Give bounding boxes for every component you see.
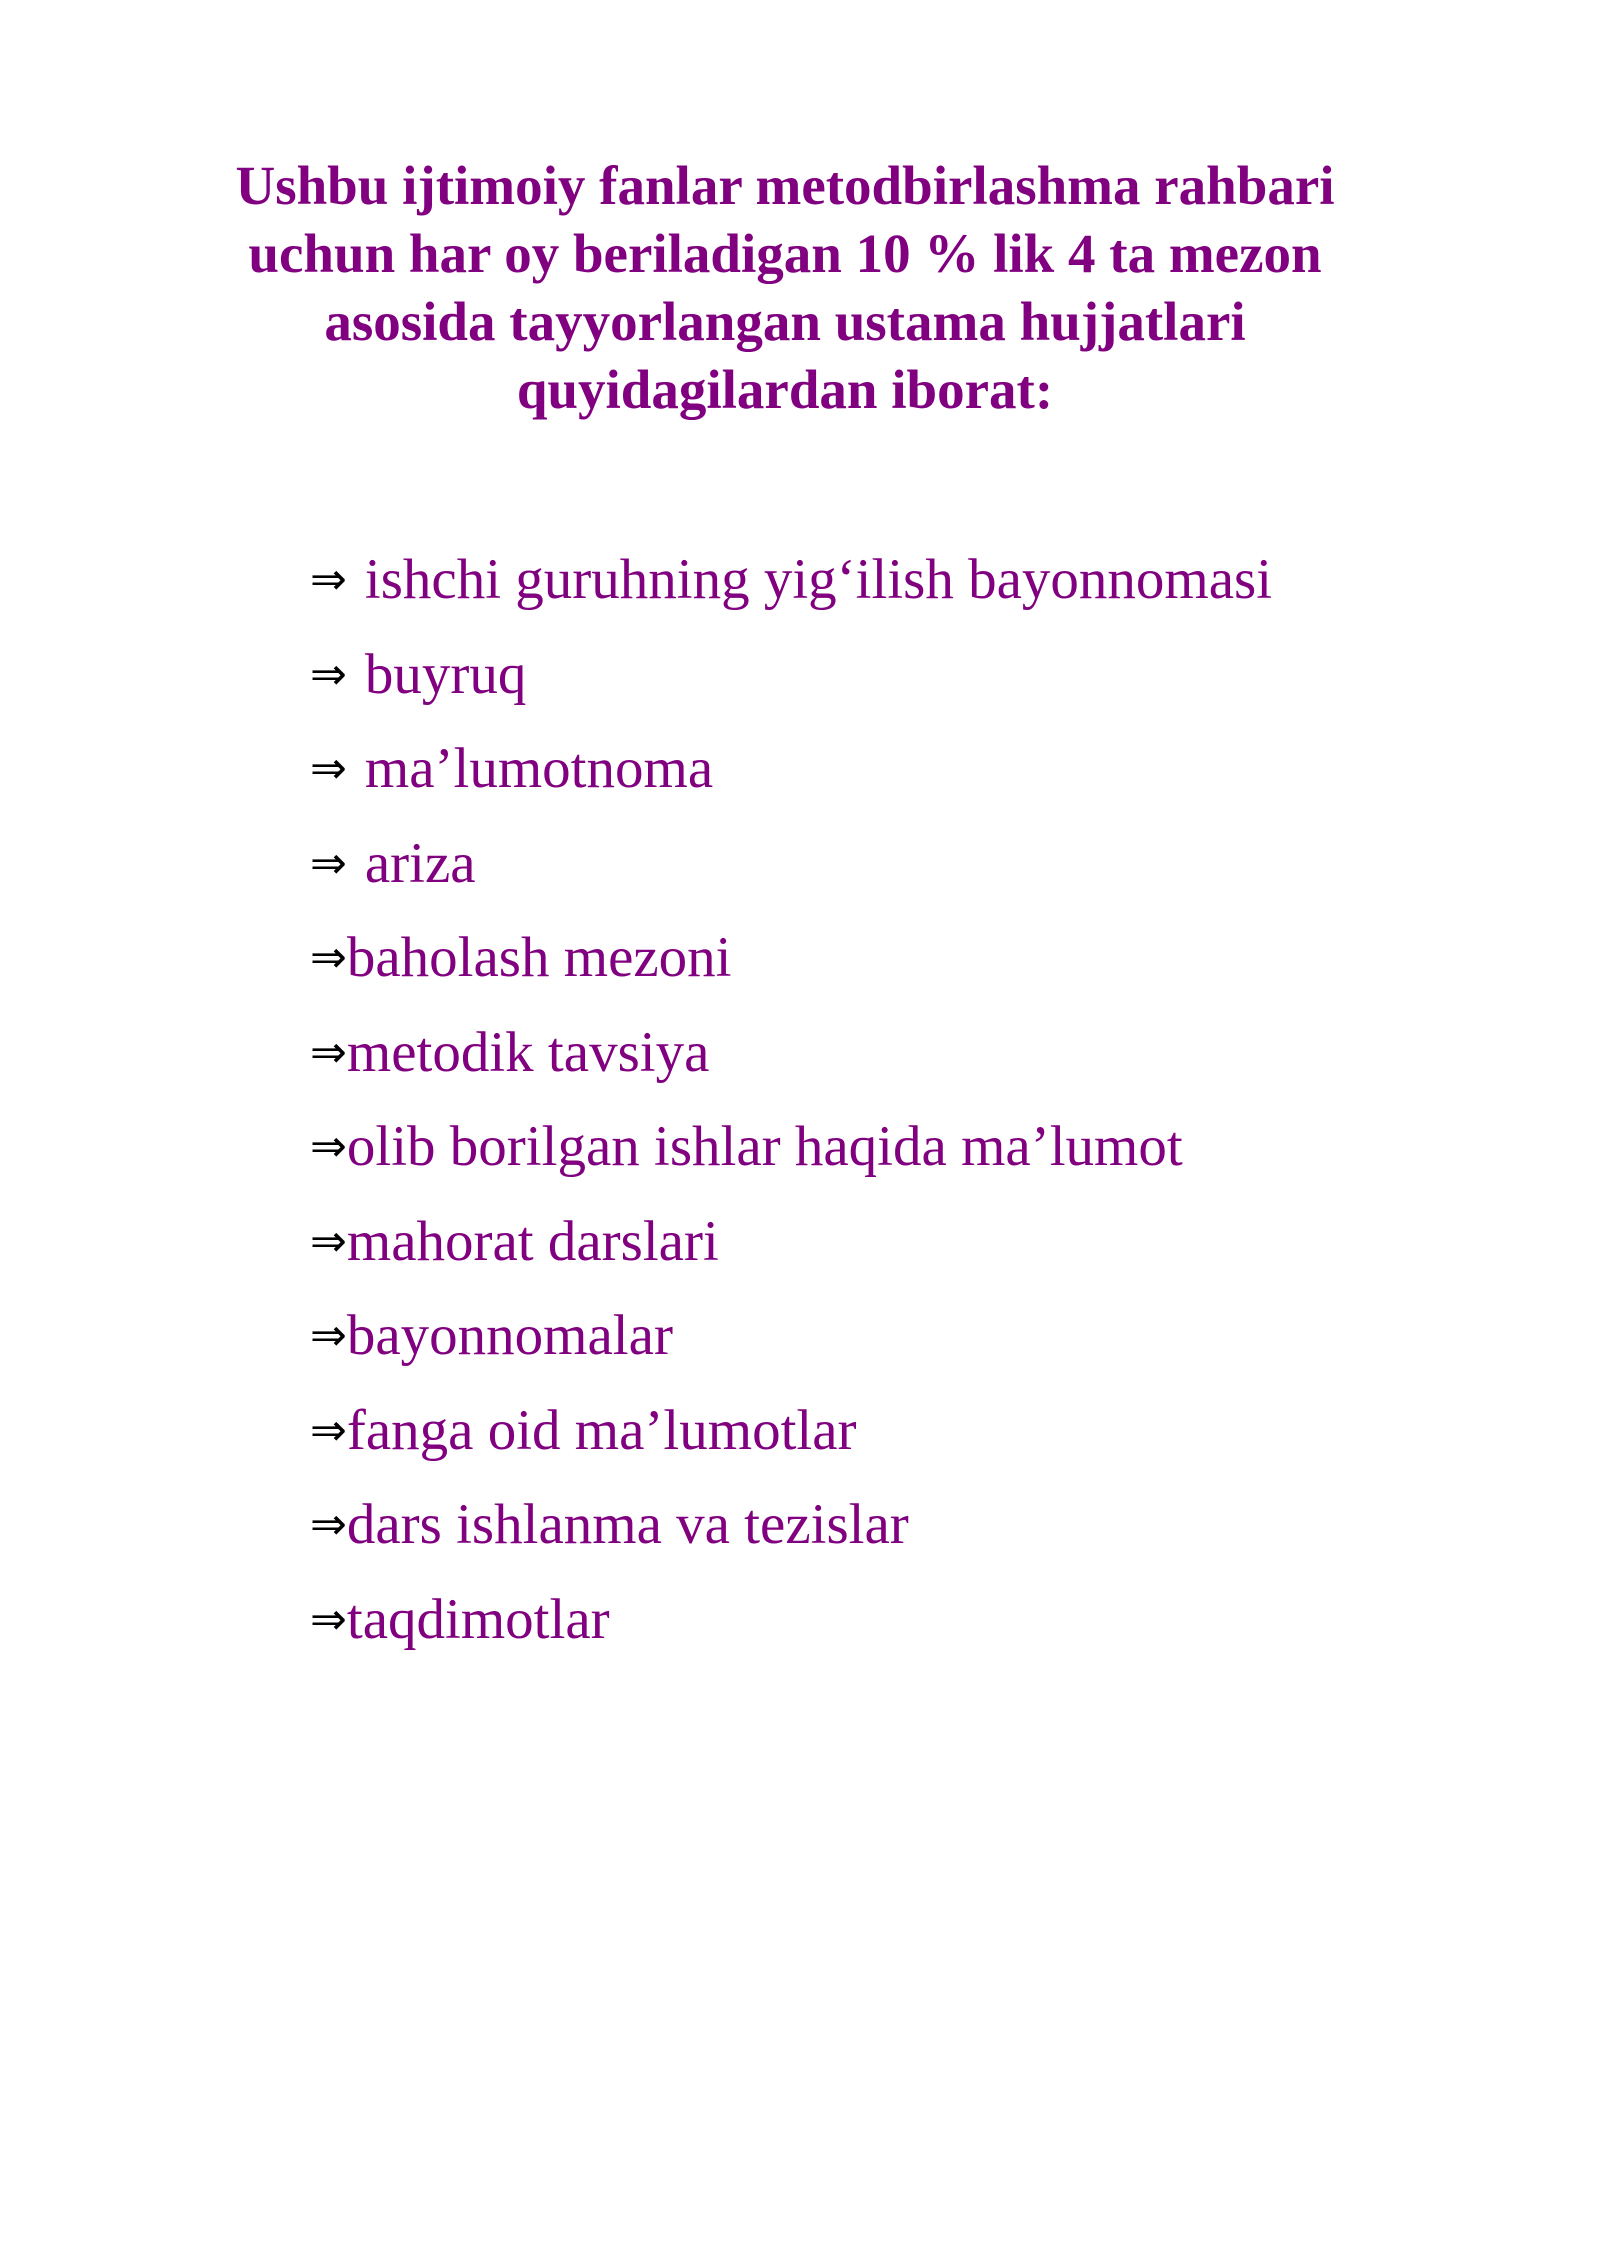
arrow-icon: ⇒ bbox=[310, 743, 347, 794]
document-list bbox=[310, 540, 1272, 1674]
heading-line: asosida tayyorlangan ustama hujjatlari bbox=[324, 291, 1246, 352]
list-item bbox=[310, 1296, 1272, 1391]
list-item-label: metodik tavsiya bbox=[346, 1020, 710, 1084]
arrow-icon: ⇒ bbox=[310, 554, 347, 605]
arrow-icon: ⇒ bbox=[310, 1026, 347, 1078]
list-item-label: mahorat darslari bbox=[346, 1209, 719, 1273]
arrow-icon: ⇒ bbox=[310, 1310, 347, 1361]
arrow-icon: ⇒ bbox=[310, 1121, 347, 1172]
heading-line: uchun har oy beriladigan 10 % lik 4 ta mezon bbox=[248, 223, 1322, 284]
arrow-icon: ⇒ bbox=[310, 1404, 347, 1456]
list-item bbox=[310, 1202, 1272, 1297]
list-item bbox=[310, 1013, 1272, 1108]
list-item-label: buyruq bbox=[364, 642, 527, 706]
list-item bbox=[310, 1580, 1272, 1675]
list-item bbox=[310, 1391, 1272, 1486]
list-item bbox=[310, 635, 1272, 730]
arrow-icon: ⇒ bbox=[310, 837, 347, 889]
heading-line: Ushbu ijtimoiy fanlar metodbirlashma rahbari bbox=[235, 155, 1335, 216]
list-item-label: ariza bbox=[364, 831, 476, 895]
list-item bbox=[310, 1107, 1272, 1202]
arrow-icon: ⇒ bbox=[310, 1215, 347, 1267]
list-item-label: dars ishlanma va tezislar bbox=[346, 1493, 909, 1556]
list-item-label: olib borilgan ishlar haqida ma’lumot bbox=[346, 1115, 1183, 1178]
list-item bbox=[310, 918, 1272, 1013]
list-item bbox=[310, 729, 1272, 824]
arrow-icon: ⇒ bbox=[310, 932, 347, 983]
list-item-label: fanga oid ma’lumotlar bbox=[346, 1398, 857, 1462]
arrow-icon: ⇒ bbox=[310, 648, 347, 700]
list-item-label: ma’lumotnoma bbox=[364, 737, 714, 800]
list-item-label: baholash mezoni bbox=[346, 926, 732, 989]
arrow-icon: ⇒ bbox=[310, 1499, 347, 1550]
list-item bbox=[310, 540, 1272, 635]
document-heading bbox=[180, 152, 1390, 424]
list-item bbox=[310, 1485, 1272, 1580]
list-item-label: taqdimotlar bbox=[346, 1587, 610, 1651]
arrow-icon: ⇒ bbox=[310, 1593, 347, 1645]
list-item bbox=[310, 824, 1272, 919]
list-item-label: ishchi guruhning yig‘ilish bayonnomasi bbox=[364, 548, 1273, 611]
list-item-label: bayonnomalar bbox=[346, 1304, 673, 1367]
heading-line: quyidagilardan iborat: bbox=[516, 359, 1054, 420]
